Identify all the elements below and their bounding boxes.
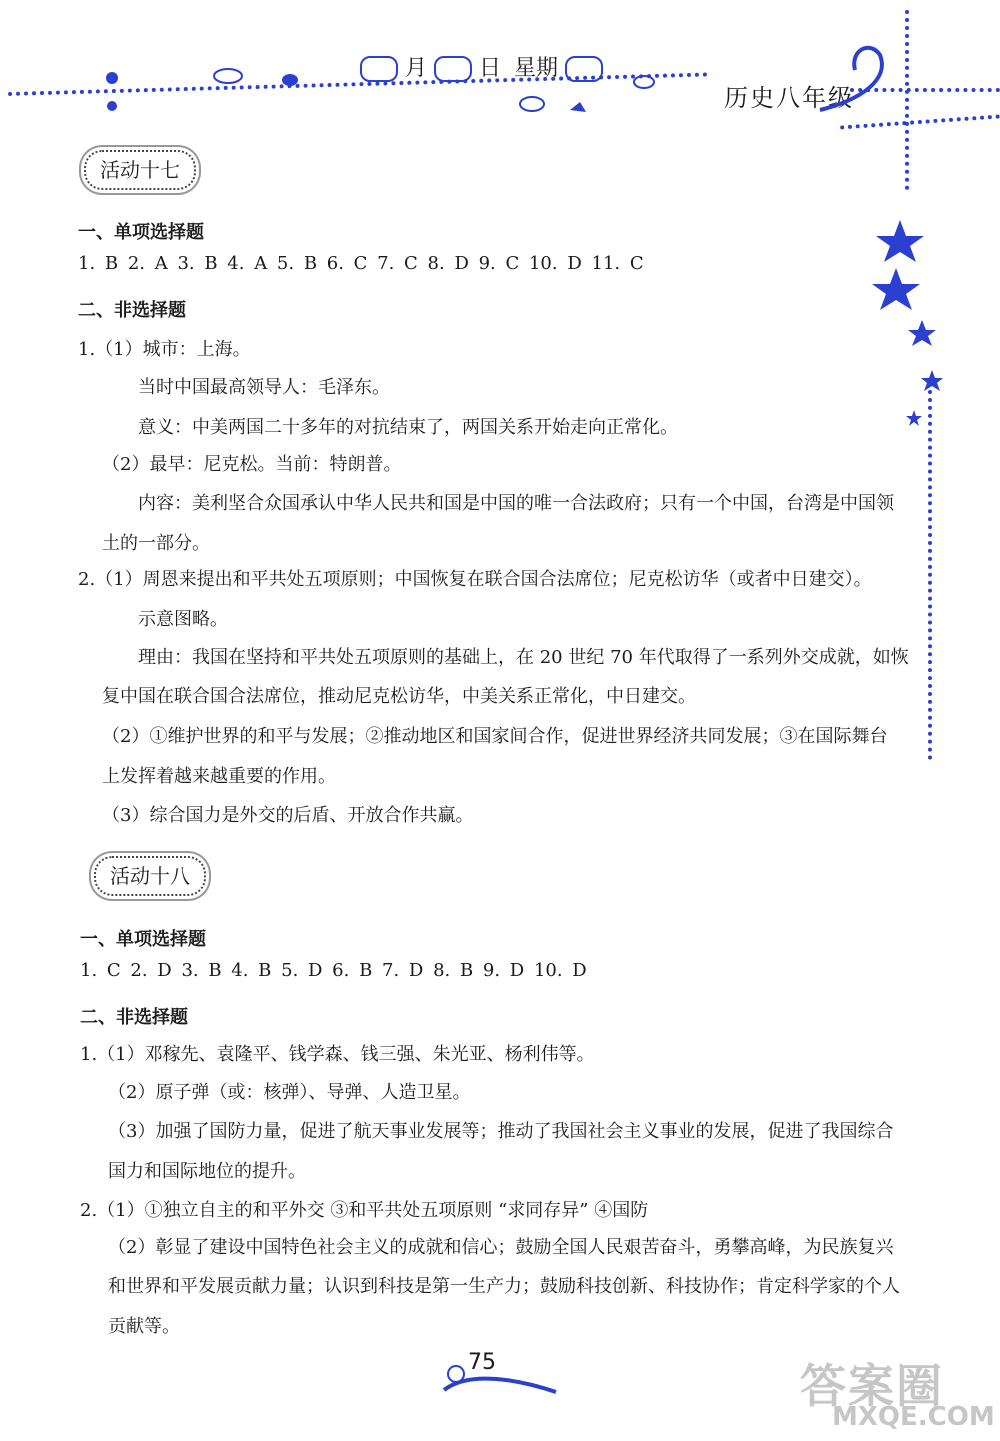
month-label: 月 <box>405 56 428 81</box>
activity-17-badge: 活动十七 <box>84 150 196 190</box>
subject-title: 历史八年级 <box>724 84 854 112</box>
activity-18-badge: 活动十八 <box>94 856 206 896</box>
a17-line-9: 理由：我国在坚持和平共处五项原则的基础上，在 20 世纪 70 年代取得了一系列外交成就，如恢 <box>138 647 909 668</box>
a17-line-2: 当时中国最高领导人：毛泽东。 <box>138 377 390 398</box>
a18-line-3: （3）加强了国防力量，促进了航天事业发展等；推动了我国社会主义事业的发展，促进了我国综合 <box>108 1121 894 1142</box>
stars-decoration-icon <box>870 220 950 440</box>
month-box[interactable] <box>360 56 398 82</box>
date-fields <box>360 56 603 82</box>
vertical-dotted-line-lower <box>928 390 932 760</box>
a17-line-12: 上发挥着越来越重要的作用。 <box>102 766 336 787</box>
page-number: 75 <box>468 1350 496 1375</box>
a18-line-2: （2）原子弹（或：核弹）、导弹、人造卫星。 <box>108 1082 471 1103</box>
a18-line-7: 和世界和平发展贡献力量；认识到科技是第一生产力；鼓励科技创新、科技协作；肯定科学家的个人 <box>108 1276 900 1297</box>
cloud-flower-decoration-icon <box>100 62 300 122</box>
answers-single-choice-18: 1. C 2. D 3. B 4. B 5. D 6. B 7. D 8. B 9. D 10. D <box>80 960 587 981</box>
day-label: 日 <box>479 56 502 81</box>
a17-line-3: 意义：中美两国二十多年的对抗结束了，两国关系开始走向正常化。 <box>138 417 678 438</box>
week-box[interactable] <box>565 56 603 82</box>
a17-line-13: （3）综合国力是外交的后盾、开放合作共赢。 <box>102 805 474 826</box>
section-single-choice-18: 一、单项选择题 <box>80 929 206 950</box>
a17-line-1: 1.（1）城市：上海。 <box>78 339 251 360</box>
a18-line-6: （2）彰显了建设中国特色社会主义的成就和信心；鼓励全国人民艰苦奋斗，勇攀高峰，为民族复兴 <box>108 1237 894 1258</box>
section-non-choice-17: 二、非选择题 <box>78 300 186 321</box>
answers-single-choice-17: 1. B 2. A 3. B 4. A 5. B 6. C 7. C 8. D 9. C 10. D 11. C <box>78 253 644 274</box>
a17-line-8: 示意图略。 <box>138 609 228 630</box>
section-single-choice-17: 一、单项选择题 <box>78 222 204 243</box>
a18-line-1: 1.（1）邓稼先、袁隆平、钱学森、钱三强、朱光亚、杨利伟等。 <box>80 1044 595 1065</box>
a17-line-10: 复中国在联合国合法席位，推动尼克松访华，中美关系正常化，中日建交。 <box>102 686 696 707</box>
watermark-url: MXQE.COM <box>832 1402 995 1432</box>
day-box[interactable] <box>434 56 472 82</box>
a17-line-11: （2）①维护世界的和平与发展；②推动地区和国家间合作，促进世界经济共同发展；③在国际舞台 <box>102 726 888 747</box>
a17-line-6: 土的一部分。 <box>102 533 210 554</box>
a18-line-8: 贡献等。 <box>108 1316 180 1337</box>
a18-line-4: 国力和国际地位的提升。 <box>108 1161 306 1182</box>
a17-line-4: （2）最早：尼克松。当前：特朗普。 <box>102 454 402 475</box>
a18-line-5: 2.（1）①独立自主的和平外交 ③和平共处五项原则 “求同存异” ④国防 <box>80 1200 649 1221</box>
section-non-choice-18: 二、非选择题 <box>80 1007 188 1028</box>
a17-line-5: 内容：美利坚合众国承认中华人民共和国是中国的唯一合法政府；只有一个中国，台湾是中国领 <box>138 493 894 514</box>
page-swoosh-icon <box>440 1360 560 1400</box>
heart-outline-icon <box>800 40 910 130</box>
a17-line-7: 2.（1）周恩来提出和平共处五项原则；中国恢复在联合国合法席位；尼克松访华（或者中日建交）。 <box>78 569 872 590</box>
watermark-logo: 答案圈 <box>800 1359 944 1413</box>
week-label: 星期 <box>514 56 559 81</box>
